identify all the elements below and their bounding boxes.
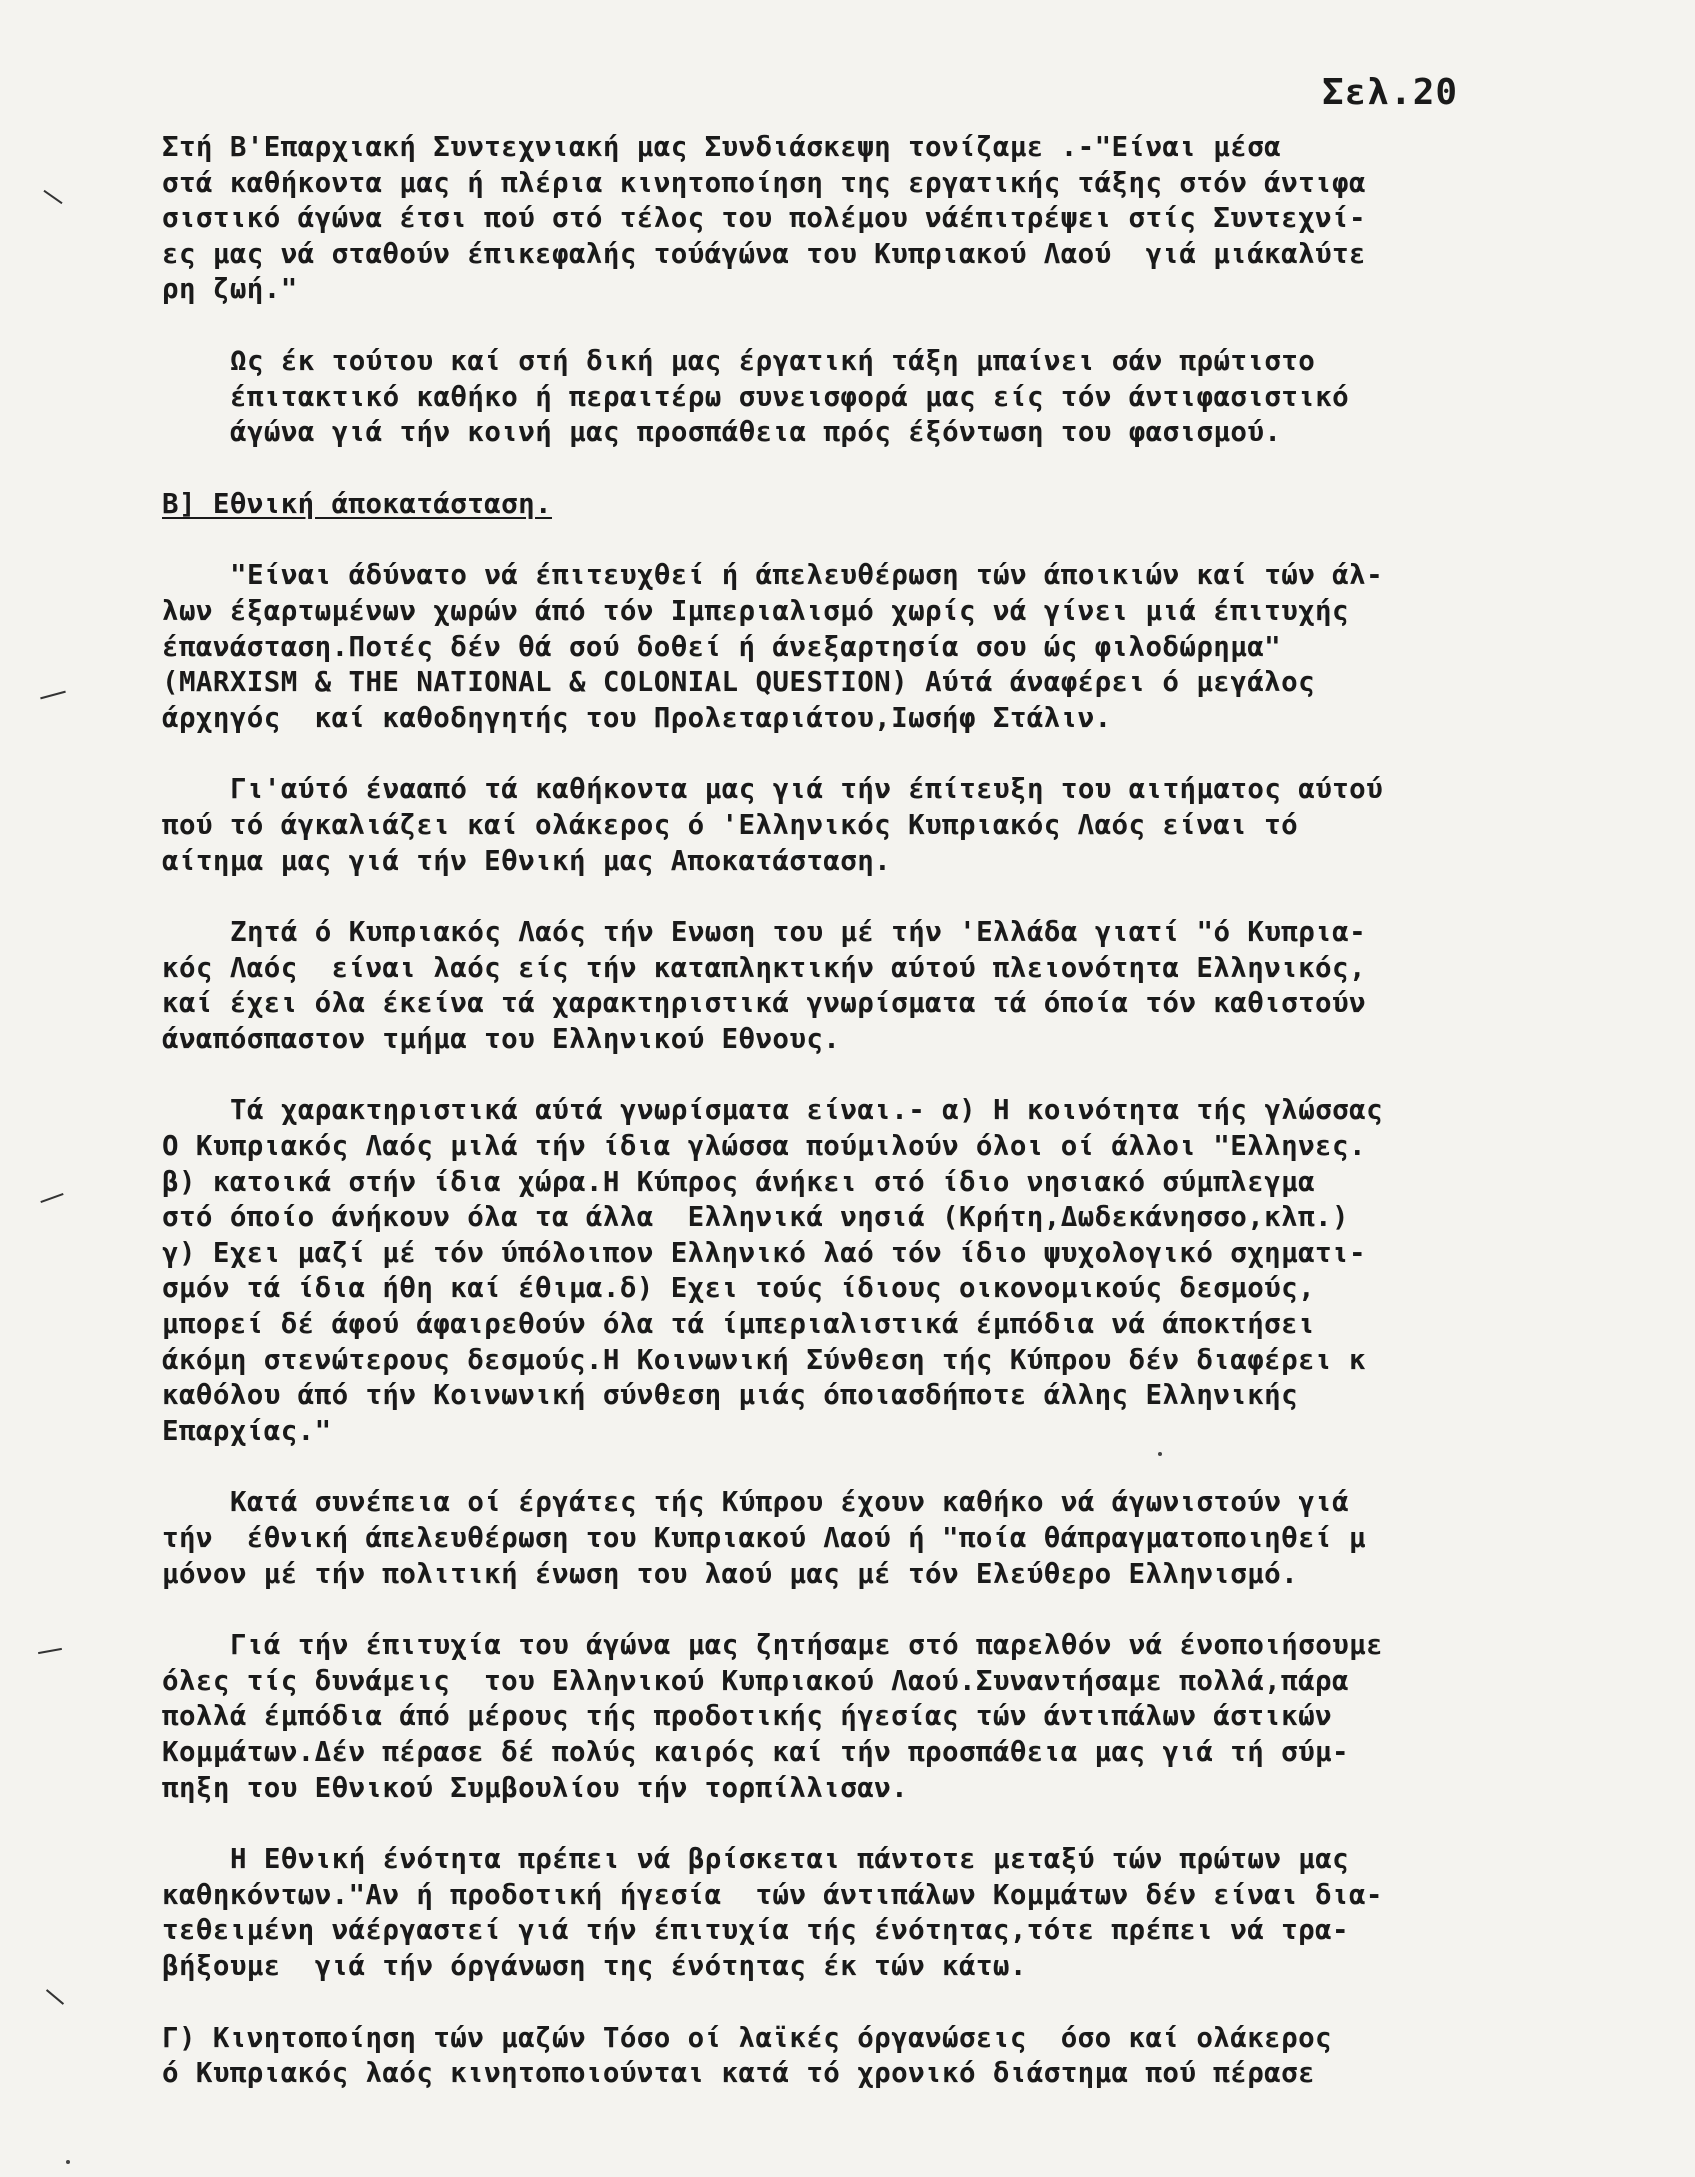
text-line: πηξη του Εθνικού Συμβουλίου τήν τορπίλλισαν. bbox=[162, 1771, 909, 1804]
text-line: Κομμάτων.Δέν πέρασε δέ πολύς καιρός καί τήν προσπάθεια μας γιά τή σύμ- bbox=[162, 1735, 1349, 1768]
paragraph bbox=[162, 1628, 1622, 1806]
text-line: Επαρχίας." bbox=[162, 1414, 332, 1447]
document-body bbox=[162, 130, 1622, 2092]
margin-mark bbox=[43, 190, 62, 204]
text-line: βήξουμε γιά τήν όργάνωση της ένότητας έκ τών κάτω. bbox=[162, 1949, 1027, 1982]
text-line: Γ) Κινητοποίηση τών μαζών Τόσο οί λαϊκές όργανώσεις όσο καί ολάκερος bbox=[162, 2021, 1332, 2054]
text-line: έπιτακτικό καθήκο ή περαιτέρω συνεισφορά μας είς τόν άντιφασιστικό bbox=[230, 380, 1350, 413]
heading-text: Β] Εθνική άποκατάσταση. bbox=[162, 487, 552, 520]
paragraph bbox=[162, 344, 1622, 451]
scan-speck bbox=[66, 2160, 70, 2164]
text-line: (MARXISM & THE NATIONAL & COLONIAL QUESTION) Αύτά άναφέρει ό μεγάλος bbox=[162, 666, 1316, 699]
text-line: μόνον μέ τήν πολιτική ένωση του λαού μας μέ τόν Ελεύθερο Ελληνισμό. bbox=[162, 1557, 1299, 1590]
text-line: αίτημα μας γιά τήν Εθνική μας Αποκατάσταση. bbox=[162, 844, 892, 877]
text-line: Στή Β'Επαρχιακή Συντεχνιακή μας Συνδιάσκεψη τονίζαμε .-"Είναι μέσα bbox=[162, 131, 1282, 163]
paragraph bbox=[162, 1485, 1622, 1592]
text-line: γ) Εχει μαζί μέ τόν ύπόλοιπον Ελληνικό λαό τόν ίδιο ψυχολογικό σχηματι- bbox=[162, 1236, 1366, 1269]
text-line: έπανάσταση.Ποτές δέν θά σού δοθεί ή άνεξαρτησία σου ώς φιλοδώρημα" bbox=[162, 630, 1282, 663]
text-line: μπορεί δέ άφού άφαιρεθούν όλα τά ίμπεριαλιστικά έμπόδια νά άποκτήσει bbox=[162, 1308, 1316, 1341]
text-line: σμόν τά ίδια ήθη καί έθιμα.δ) Εχει τούς ίδιους οικονομικούς δεσμούς, bbox=[162, 1272, 1316, 1305]
text-line: ες μας νά σταθούν έπικεφαλής τούάγώνα του Κυπριακού Λαού γιά μιάκαλύτε bbox=[162, 237, 1366, 270]
text-line: Γιά τήν έπιτυχία του άγώνα μας ζητήσαμε στό παρελθόν νά ένοποιήσουμε bbox=[230, 1629, 1384, 1662]
text-line: άκόμη στενώτερους δεσμούς.Η Κοινωνική Σύνθεση τής Κύπρου δέν διαφέρει κ bbox=[162, 1343, 1366, 1376]
text-line: ρη ζωή." bbox=[162, 273, 298, 306]
text-line: στό όποίο άνήκουν όλα τα άλλα Ελληνικά νησιά (Κρήτη,Δωδεκάνησσο,κλπ.) bbox=[162, 1201, 1349, 1234]
text-line: ό Κυπριακός λαός κινητοποιούνται κατά τό χρονικό διάστημα πού πέρασε bbox=[162, 2057, 1316, 2090]
margin-mark bbox=[40, 1193, 63, 1203]
text-line: λων έξαρτωμένων χωρών άπό τόν Ιμπεριαλισμό χωρίς νά γίνει μιά έπιτυχής bbox=[162, 594, 1349, 627]
text-line: όλες τίς δυνάμεις του Ελληνικού Κυπριακού Λαού.Συναντήσαμε πολλά,πάρα bbox=[162, 1664, 1349, 1697]
paragraph bbox=[162, 1093, 1622, 1449]
text-line: καί έχει όλα έκείνα τά χαρακτηριστικά γνωρίσματα τά όποία τόν καθιστούν bbox=[162, 987, 1366, 1020]
scan-speck bbox=[1158, 1452, 1162, 1456]
text-line: άναπόσπαστον τμήμα του Ελληνικού Εθνους. bbox=[162, 1022, 841, 1055]
text-line: πού τό άγκαλιάζει καί ολάκερος ό 'Ελληνικός Κυπριακός Λαός είναι τό bbox=[162, 808, 1299, 841]
section-heading bbox=[162, 487, 1622, 523]
margin-mark bbox=[40, 691, 66, 700]
text-line: καθόλου άπό τήν Κοινωνική σύνθεση μιάς όποιασδήποτε άλλης Ελληνικής bbox=[162, 1379, 1299, 1412]
paragraph bbox=[162, 558, 1622, 736]
margin-mark bbox=[46, 1989, 64, 2005]
text-line: τεθειμένη νάέργαστεί γιά τήν έπιτυχία τής ένότητας,τότε πρέπει νά τρα- bbox=[162, 1914, 1349, 1947]
text-line: Κατά συνέπεια οί έργάτες τής Κύπρου έχουν καθήκο νά άγωνιστούν γιά bbox=[230, 1486, 1350, 1519]
text-line: καθηκόντων."Αν ή προδοτική ήγεσία τών άντιπάλων Κομμάτων δέν είναι δια- bbox=[162, 1878, 1383, 1911]
text-line: "Είναι άδύνατο νά έπιτευχθεί ή άπελευθέρωση τών άποικιών καί τών άλ- bbox=[230, 559, 1384, 592]
text-line: Τά χαρακτηριστικά αύτά γνωρίσματα είναι.- α) Η κοινότητα τής γλώσσας bbox=[230, 1094, 1384, 1127]
text-line: Ζητά ό Κυπριακός Λαός τήν Ενωση του μέ τήν 'Ελλάδα γιατί "ό Κυπρια- bbox=[230, 916, 1367, 949]
text-line: Η Εθνική ένότητα πρέπει νά βρίσκεται πάντοτε μεταξύ τών πρώτων μας bbox=[230, 1843, 1350, 1876]
text-line: άγώνα γιά τήν κοινή μας προσπάθεια πρός έξόντωση του φασισμού. bbox=[230, 416, 1282, 449]
margin-mark bbox=[38, 1648, 62, 1654]
text-line: σιστικό άγώνα έτσι πού στό τέλος του πολέμου νάέπιτρέψει στίς Συντεχνί- bbox=[162, 202, 1366, 235]
paragraph bbox=[162, 130, 1622, 308]
text-line: Ο Κυπριακός Λαός μιλά τήν ίδια γλώσσα πούμιλούν όλοι οί άλλοι "Ελληνες. bbox=[162, 1130, 1366, 1163]
text-line: κός Λαός είναι λαός είς τήν καταπληκτικήν αύτού πλειονότητα Ελληνικός, bbox=[162, 951, 1366, 984]
page-number: Σελ.20 bbox=[1322, 72, 1459, 113]
text-line: β) κατοικά στήν ίδια χώρα.Η Κύπρος άνήκει στό ίδιο νησιακό σύμπλεγμα bbox=[162, 1165, 1316, 1198]
text-line: πολλά έμπόδια άπό μέρους τής προδοτικής ήγεσίας τών άντιπάλων άστικών bbox=[162, 1700, 1332, 1733]
text-line: άρχηγός καί καθοδηγητής του Προλεταριάτου,Ιωσήφ Στάλιν. bbox=[162, 701, 1112, 734]
text-line: τήν έθνική άπελευθέρωση του Κυπριακού Λαού ή "ποία θάπραγματοποιηθεί μ bbox=[162, 1522, 1366, 1554]
paragraph bbox=[162, 772, 1622, 879]
paragraph bbox=[162, 915, 1622, 1057]
paragraph bbox=[162, 1842, 1622, 1984]
paragraph bbox=[162, 2021, 1622, 2092]
text-line: Ως έκ τούτου καί στή δική μας έργατική τάξη μπαίνει σάν πρώτιστο bbox=[230, 344, 1316, 377]
text-line: στά καθήκοντα μας ή πλέρια κινητοποίηση της εργατικής τάξης στόν άντιφα bbox=[162, 166, 1366, 199]
text-line: Γι'αύτό ένααπό τά καθήκοντα μας γιά τήν έπίτευξη του αιτήματος αύτού bbox=[230, 773, 1384, 806]
